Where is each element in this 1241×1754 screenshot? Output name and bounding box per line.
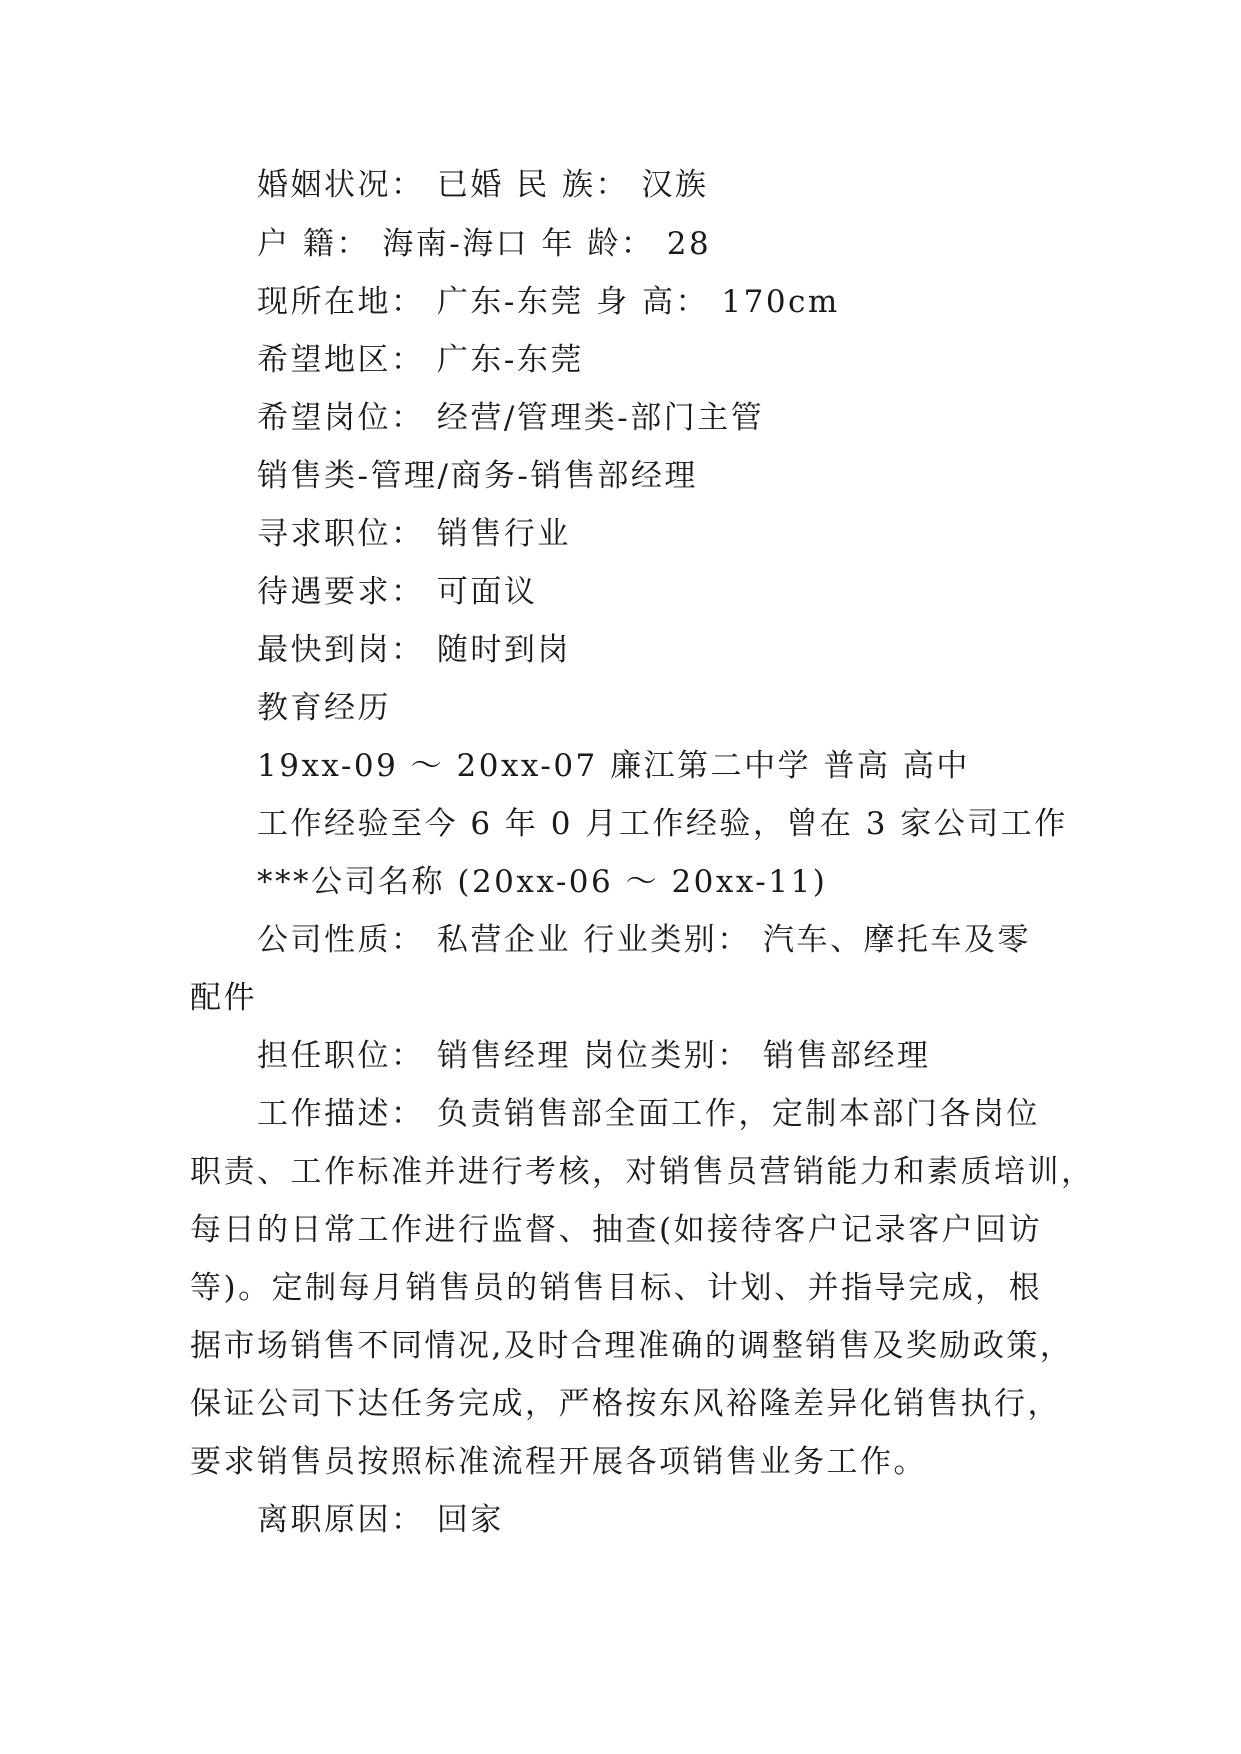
education-heading: 教育经历 — [257, 690, 391, 726]
job-description-line: 工作描述： 负责销售部全面工作，定制本部门各岗位 — [257, 1096, 1040, 1132]
desired-position-continued-line: 销售类-管理/商务-销售部经理 — [257, 458, 698, 494]
desired-region-line: 希望地区： 广东-东莞 — [257, 342, 584, 378]
job-description-continued-line: 每日的日常工作进行监督、抽查(如接待客户记录客户回访 — [190, 1212, 1043, 1248]
job-sought-line: 寻求职位： 销售行业 — [257, 516, 571, 552]
job-description-continued-line: 职责、工作标准并进行考核，对销售员营销能力和素质培训， — [190, 1154, 1095, 1190]
location-height-line: 现所在地： 广东-东莞 身 高： 170cm — [257, 284, 840, 320]
job-description-continued-line: 要求销售员按照标准流程开展各项销售业务工作。 — [190, 1444, 927, 1480]
leaving-reason-line: 离职原因： 回家 — [257, 1502, 504, 1538]
position-held-line: 担任职位： 销售经理 岗位类别： 销售部经理 — [257, 1038, 931, 1074]
company-name-line: ***公司名称 (20xx-06 ～ 20xx-11) — [257, 864, 828, 900]
salary-requirement-line: 待遇要求： 可面议 — [257, 574, 538, 610]
work-experience-summary-line: 工作经验至今 6 年 0 月工作经验，曾在 3 家公司工作 — [257, 806, 1068, 842]
household-age-line: 户 籍： 海南-海口 年 龄： 28 — [257, 226, 712, 262]
earliest-start-line: 最快到岗： 随时到岗 — [257, 632, 571, 668]
marital-ethnicity-line: 婚姻状况： 已婚 民 族： 汉族 — [257, 167, 709, 203]
job-description-continued-line: 保证公司下达任务完成，严格按东风裕隆差异化销售执行， — [190, 1386, 1061, 1422]
job-description-continued-line: 等)。定制每月销售员的销售目标、计划、并指导完成，根 — [190, 1270, 1043, 1306]
desired-position-line: 希望岗位： 经营/管理类-部门主管 — [257, 400, 765, 436]
company-type-continued-line: 配件 — [190, 980, 257, 1016]
education-entry-line: 19xx-09 ～ 20xx-07 廉江第二中学 普高 高中 — [257, 748, 970, 784]
company-type-line: 公司性质： 私营企业 行业类别： 汽车、摩托车及零 — [257, 922, 1032, 958]
job-description-continued-line: 据市场销售不同情况,及时合理准确的调整销售及奖励政策， — [190, 1328, 1074, 1364]
